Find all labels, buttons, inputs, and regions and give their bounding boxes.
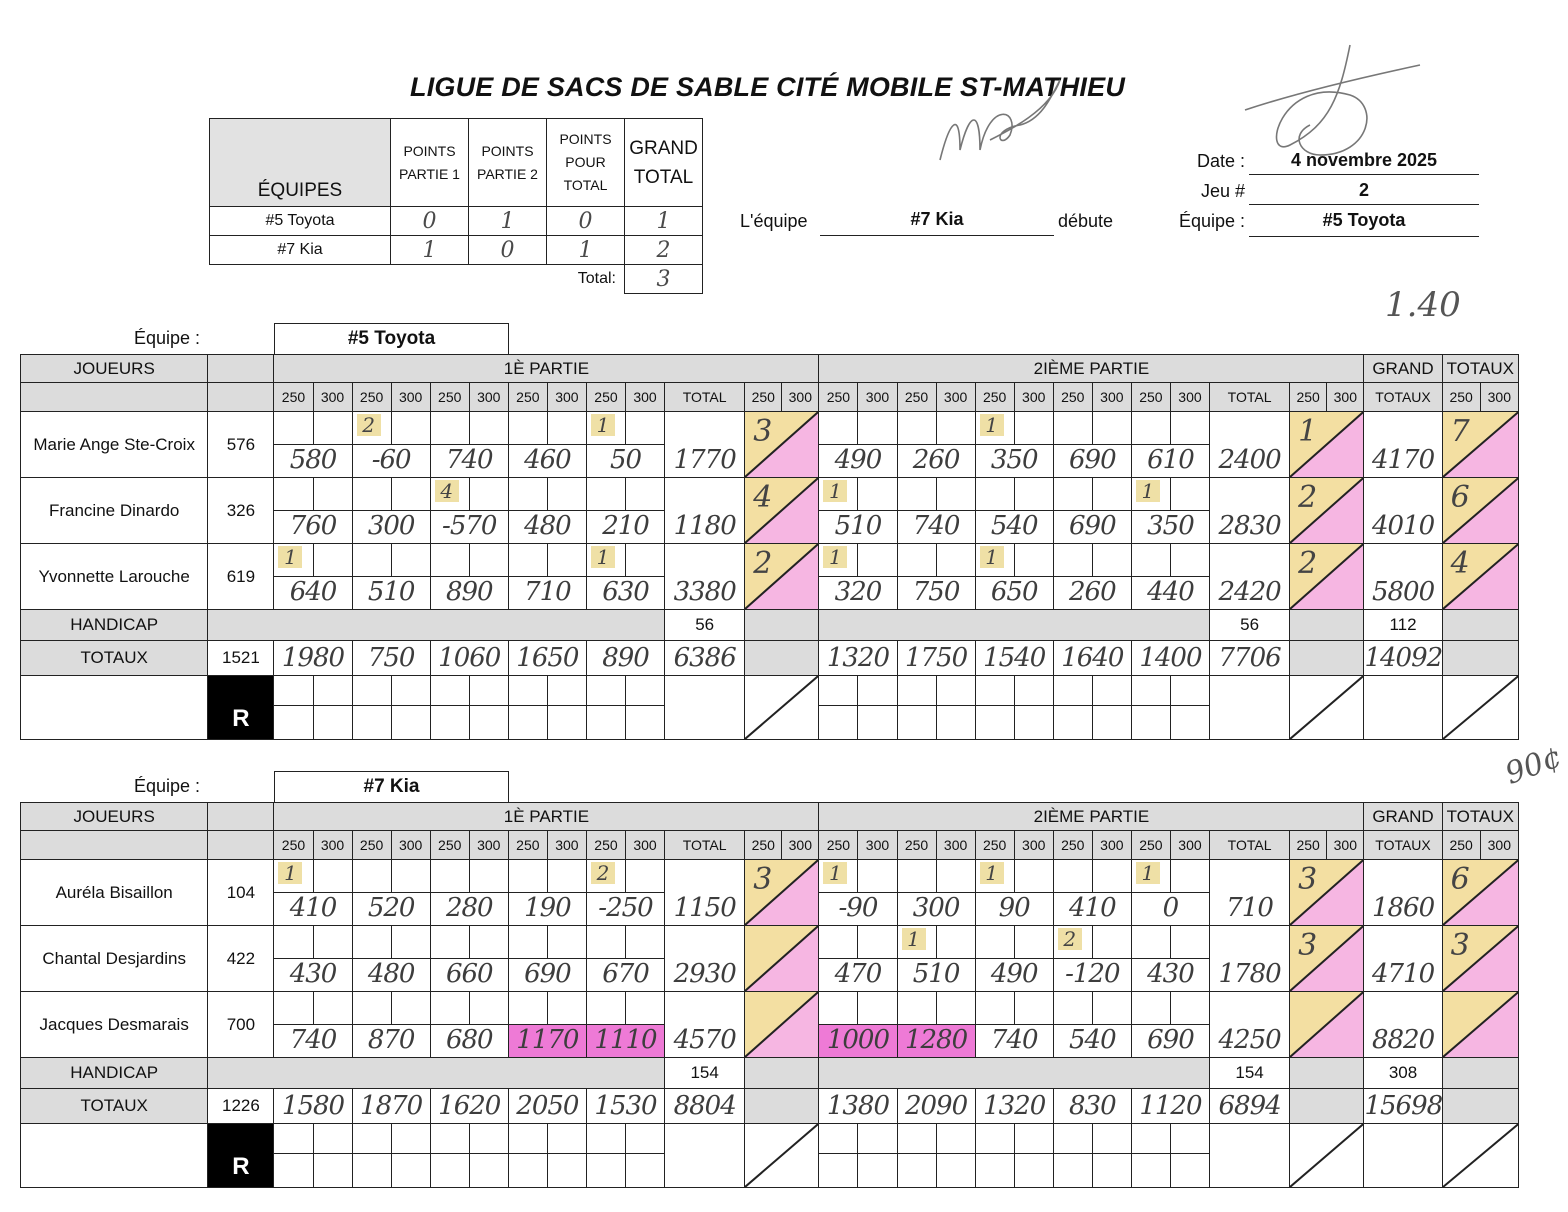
date-value: 4 novembre 2025 [1249,150,1479,175]
col-250: 250 [1442,831,1480,860]
grand-total: 5800 [1371,577,1435,607]
col-300: 300 [313,831,352,860]
throw-note: 1 [980,546,1004,568]
player-name: Marie Ange Ste-Croix [21,412,208,478]
total-points [1442,926,1518,992]
col-250: 250 [745,383,782,412]
throw-score: 740 [990,1025,1038,1055]
totaux-label: TOTAUX [21,1089,208,1124]
part1-points [745,544,819,610]
total-points [1442,992,1518,1058]
starts-team: #7 Kia [820,209,1054,236]
throw-note: 1 [902,928,926,950]
throw-score: 710 [524,577,571,607]
diagonal-split [1443,676,1518,739]
throw-score: 890 [445,577,493,607]
part1-total: 1150 [673,893,736,923]
throw-score: 870 [367,1025,415,1055]
totals-score: 1060 [438,643,501,673]
throw-score: 580 [289,445,337,475]
totals-score: 1320 [983,1091,1046,1121]
totals-score: 1640 [1061,643,1124,673]
header-teams: ÉQUIPES [210,119,391,207]
header-totaux: TOTAUX [1442,355,1518,383]
team-label: Équipe : [134,328,201,348]
summary-total: 0 [547,207,625,236]
throw-note: 1 [980,414,1004,436]
diagonal-split [1290,676,1363,739]
throw-score: 640 [289,577,337,607]
throw-note: 1 [980,862,1004,884]
col-300: 300 [936,383,975,412]
throw-score: 670 [602,959,649,989]
part1-points-mark: 4 [753,480,773,515]
throw-score: 510 [834,511,882,541]
handicap-part2: 154 [1210,1058,1290,1089]
diagonal-split [1443,992,1518,1057]
throw-score: 280 [445,893,493,923]
col-250: 250 [586,831,625,860]
starts-label: L'équipe [740,211,808,231]
throw-score: 490 [834,445,882,475]
totals-part1: 6386 [673,643,736,673]
player-name: Auréla Bisaillon [21,860,208,926]
totals-score: 830 [1068,1091,1116,1121]
player-handicap: 326 [208,478,274,544]
player-name: Jacques Desmarais [21,992,208,1058]
throw-score: 1280 [904,1025,968,1055]
col-300: 300 [1327,831,1364,860]
team-name-box: #5 Toyota [274,323,509,354]
col-250: 250 [897,383,936,412]
grand-total: 8820 [1371,1025,1435,1055]
diagonal-split [745,676,818,739]
col-300: 300 [1480,831,1518,860]
col-300: 300 [936,831,975,860]
team-name-box: #7 Kia [274,771,509,802]
part2-points-mark: 3 [1298,928,1318,963]
diagonal-split [1443,1124,1518,1187]
r-badge: R [208,676,274,740]
part1-total: 4570 [673,1025,736,1055]
part2-points [1290,992,1364,1058]
totals-score: 1120 [1139,1091,1202,1121]
totals-score: 1650 [516,643,579,673]
player-name: Francine Dinardo [21,478,208,544]
throw-score: 630 [602,577,649,607]
col-total: TOTAL [665,383,745,412]
part2-total: 2830 [1218,511,1281,541]
throw-score: 430 [1147,959,1194,989]
player-handicap: 104 [208,860,274,926]
throw-score: 1170 [516,1025,579,1055]
player-handicap: 422 [208,926,274,992]
throw-note: 1 [278,862,302,884]
header-part-1: 1È PARTIE [274,803,819,831]
throw-score: 260 [1068,577,1116,607]
throw-score: -250 [598,893,653,923]
throw-score: 680 [445,1025,493,1055]
player-handicap: 700 [208,992,274,1058]
header-totaux: TOTAUX [1442,803,1518,831]
player-name: Chantal Desjardins [21,926,208,992]
col-grand-totaux: TOTAUX [1364,831,1442,860]
throw-score: 470 [834,959,882,989]
total-points-mark: 7 [1450,414,1470,449]
total-points [1442,544,1518,610]
handicap-label: HANDICAP [21,610,208,641]
throw-score: 490 [990,959,1038,989]
summary-grand: 2 [625,236,703,265]
throw-score: 740 [445,445,493,475]
throw-score: 350 [1147,511,1194,541]
throw-score: 740 [912,511,960,541]
summary-p2: 1 [469,207,547,236]
col-300: 300 [626,831,665,860]
date-label: Date : [1196,151,1245,171]
game-value: 2 [1249,180,1479,205]
throw-score: 90 [998,893,1030,923]
throw-score: 430 [289,959,337,989]
throw-score: 510 [912,959,960,989]
col-250: 250 [586,383,625,412]
totals-score: 1580 [281,1091,345,1121]
team-label: Équipe : [1178,211,1245,231]
throw-score: 300 [912,893,960,923]
starts-after: débute [1058,211,1114,231]
header-players: JOUEURS [21,355,208,383]
col-250: 250 [1442,383,1480,412]
col-300: 300 [782,831,819,860]
col-300: 300 [547,383,586,412]
col-250: 250 [745,831,782,860]
header-part-1: 1È PARTIE [274,355,819,383]
part2-points-mark: 3 [1298,862,1318,897]
throw-note: 1 [823,862,847,884]
throw-score: -90 [838,893,878,923]
header-grand: GRAND [1364,355,1442,383]
totals-score: 1380 [826,1091,890,1121]
throw-score: -120 [1065,959,1120,989]
col-300: 300 [547,831,586,860]
diagonal-split [745,992,818,1057]
margin-note-top-right: 1.40 [1385,285,1461,325]
col-300: 300 [391,383,430,412]
summary-p1: 1 [391,236,469,265]
part1-points [745,992,819,1058]
col-250: 250 [1290,383,1327,412]
part2-total: 2420 [1218,577,1281,607]
throw-score: -570 [442,511,497,541]
diagonal-split [745,1124,818,1187]
col-250: 250 [508,383,547,412]
totals-score: 1320 [826,643,890,673]
throw-score: 260 [912,445,960,475]
throw-score: 350 [990,445,1038,475]
throw-score: 410 [289,893,337,923]
totals-score: 890 [602,643,649,673]
part1-points-mark: 3 [753,414,773,449]
totaux-handicap: 1521 [208,641,274,676]
col-250: 250 [1053,831,1092,860]
total-points-mark: 3 [1450,928,1470,963]
throw-score: 610 [1147,445,1194,475]
col-300: 300 [858,831,897,860]
total-points [1442,478,1518,544]
diagonal-split [1290,992,1363,1057]
part2-points-mark: 1 [1298,414,1318,449]
throw-score: 460 [524,445,571,475]
totals-part2: 7706 [1218,643,1281,673]
totals-grand: 14092 [1364,643,1443,673]
totals-score: 750 [367,643,415,673]
team-label: Équipe : [134,776,201,796]
part1-points-mark: 2 [753,546,773,581]
summary-team: #7 Kia [210,236,391,265]
col-250: 250 [430,831,469,860]
game-label: Jeu # [1200,181,1245,201]
page-title: LIGUE DE SACS DE SABLE CITÉ MOBILE ST-MATHIEU [410,72,1126,102]
col-300: 300 [1092,831,1131,860]
totals-part1: 8804 [673,1091,736,1121]
total-label: Total: [577,270,616,288]
grand-total: 4010 [1371,511,1435,541]
totaux-label: TOTAUX [21,641,208,676]
col-300: 300 [1480,383,1518,412]
totaux-handicap: 1226 [208,1089,274,1124]
col-250: 250 [1290,831,1327,860]
handicap-part1: 56 [665,610,745,641]
throw-note: 1 [1136,480,1160,502]
margin-note-right: 90¢ [1500,739,1567,792]
score-table [20,802,1519,1188]
col-300: 300 [1014,831,1053,860]
throw-score: 320 [834,577,882,607]
col-300: 300 [626,383,665,412]
throw-note: 1 [591,546,615,568]
total-points-mark: 6 [1450,480,1470,515]
totals-score: 1620 [438,1091,501,1121]
header-part-2: 2IÈME PARTIE [819,803,1364,831]
handicap-label: HANDICAP [21,1058,208,1089]
part2-total: 4250 [1218,1025,1281,1055]
col-300: 300 [1327,383,1364,412]
part2-total: 2400 [1218,445,1281,475]
part2-total: 710 [1226,893,1273,923]
total-points [1442,412,1518,478]
grand-total: 4710 [1371,959,1435,989]
part1-points [745,478,819,544]
part1-total: 1770 [673,445,736,475]
summary-team: #5 Toyota [210,207,391,236]
col-250: 250 [975,383,1014,412]
col-250: 250 [274,831,313,860]
col-250: 250 [975,831,1014,860]
totals-score: 2090 [904,1091,968,1121]
header-points-partie-2: POINTS PARTIE 2 [469,119,547,207]
col-300: 300 [1170,383,1209,412]
throw-note: 2 [1058,928,1082,950]
part2-points-mark: 2 [1298,546,1318,581]
col-300: 300 [313,383,352,412]
totals-score: 1750 [904,643,968,673]
throw-score: 190 [524,893,571,923]
part1-total: 1180 [673,511,736,541]
throw-score: 520 [367,893,415,923]
throw-score: 540 [990,511,1038,541]
totals-grand: 15698 [1364,1091,1443,1121]
throw-score: 650 [990,577,1038,607]
throw-score: -60 [371,445,411,475]
player-handicap: 619 [208,544,274,610]
totals-score: 1400 [1139,643,1202,673]
handicap-grand: 112 [1364,610,1442,641]
col-250: 250 [352,383,391,412]
summary-p2: 0 [469,236,547,265]
part1-points [745,860,819,926]
throw-score: 750 [912,577,960,607]
col-grand-totaux: TOTAUX [1364,383,1442,412]
header-grand: GRAND [1364,803,1442,831]
header-part-2: 2IÈME PARTIE [819,355,1364,383]
totals-score: 1540 [983,643,1046,673]
col-250: 250 [897,831,936,860]
throw-note: 1 [278,546,302,568]
col-250: 250 [508,831,547,860]
total-points-mark: 4 [1450,546,1470,581]
part1-points [745,926,819,992]
total-points-mark: 6 [1450,862,1470,897]
throw-score: 1000 [826,1025,890,1055]
col-250: 250 [1131,831,1170,860]
totals-score: 2050 [516,1091,579,1121]
part2-points [1290,412,1364,478]
throw-note: 4 [435,480,459,502]
throw-score: 440 [1147,577,1194,607]
throw-note: 2 [357,414,381,436]
part2-points [1290,860,1364,926]
header-players: JOUEURS [21,803,208,831]
handicap-grand: 308 [1364,1058,1442,1089]
header-grand-total: GRAND TOTAL [625,119,703,207]
part2-points [1290,544,1364,610]
summary-p1: 0 [391,207,469,236]
part2-points [1290,478,1364,544]
col-250: 250 [819,383,858,412]
col-total: TOTAL [1210,383,1290,412]
totals-part2: 6894 [1218,1091,1281,1121]
header-points-partie-1: POINTS PARTIE 1 [391,119,469,207]
part1-points-mark: 3 [753,862,773,897]
throw-score: 300 [367,511,415,541]
throw-score: 660 [445,959,493,989]
total-value: 3 [625,265,703,294]
throw-score: 1110 [594,1025,657,1055]
throw-score: 480 [367,959,415,989]
handicap-part2: 56 [1210,610,1290,641]
part1-points [745,412,819,478]
throw-score: 480 [524,511,571,541]
throw-score: 740 [289,1025,337,1055]
col-300: 300 [858,383,897,412]
throw-score: 690 [1147,1025,1194,1055]
throw-score: 690 [1068,511,1116,541]
throw-score: 0 [1162,893,1179,923]
summary-grand: 1 [625,207,703,236]
summary-table [209,118,703,294]
diagonal-split [745,926,818,991]
handicap-part1: 154 [665,1058,745,1089]
throw-note: 1 [823,546,847,568]
col-300: 300 [1014,383,1053,412]
col-300: 300 [1092,383,1131,412]
header-points-total: POINTS POUR TOTAL [547,119,625,207]
totals-score: 1980 [281,643,345,673]
throw-note: 1 [591,414,615,436]
col-300: 300 [469,383,508,412]
r-badge: R [208,1124,274,1188]
grand-total: 1860 [1371,893,1435,923]
throw-note: 2 [591,862,615,884]
part1-total: 2930 [673,959,736,989]
throw-note: 1 [823,480,847,502]
col-250: 250 [274,383,313,412]
col-total: TOTAL [665,831,745,860]
throw-score: 510 [367,577,415,607]
total-points [1442,860,1518,926]
summary-total: 1 [547,236,625,265]
col-250: 250 [1053,383,1092,412]
player-handicap: 576 [208,412,274,478]
throw-score: 50 [609,445,642,475]
throw-score: 690 [524,959,571,989]
throw-score: 760 [289,511,337,541]
col-total: TOTAL [1210,831,1290,860]
throw-score: 410 [1068,893,1116,923]
totals-score: 1870 [360,1091,423,1121]
part2-total: 1780 [1218,959,1281,989]
throw-score: 210 [602,511,649,541]
part2-points [1290,926,1364,992]
col-300: 300 [782,383,819,412]
throw-score: 690 [1068,445,1116,475]
part1-total: 3380 [673,577,736,607]
team-value: #5 Toyota [1249,210,1479,237]
diagonal-split [1290,1124,1363,1187]
col-250: 250 [352,831,391,860]
throw-note: 1 [1136,862,1160,884]
col-300: 300 [469,831,508,860]
player-name: Yvonnette Larouche [21,544,208,610]
part2-points-mark: 2 [1298,480,1318,515]
score-table [20,354,1519,740]
col-250: 250 [1131,383,1170,412]
col-250: 250 [430,383,469,412]
totals-score: 1530 [594,1091,657,1121]
col-250: 250 [819,831,858,860]
grand-total: 4170 [1371,445,1435,475]
col-300: 300 [391,831,430,860]
col-300: 300 [1170,831,1209,860]
throw-score: 540 [1068,1025,1116,1055]
